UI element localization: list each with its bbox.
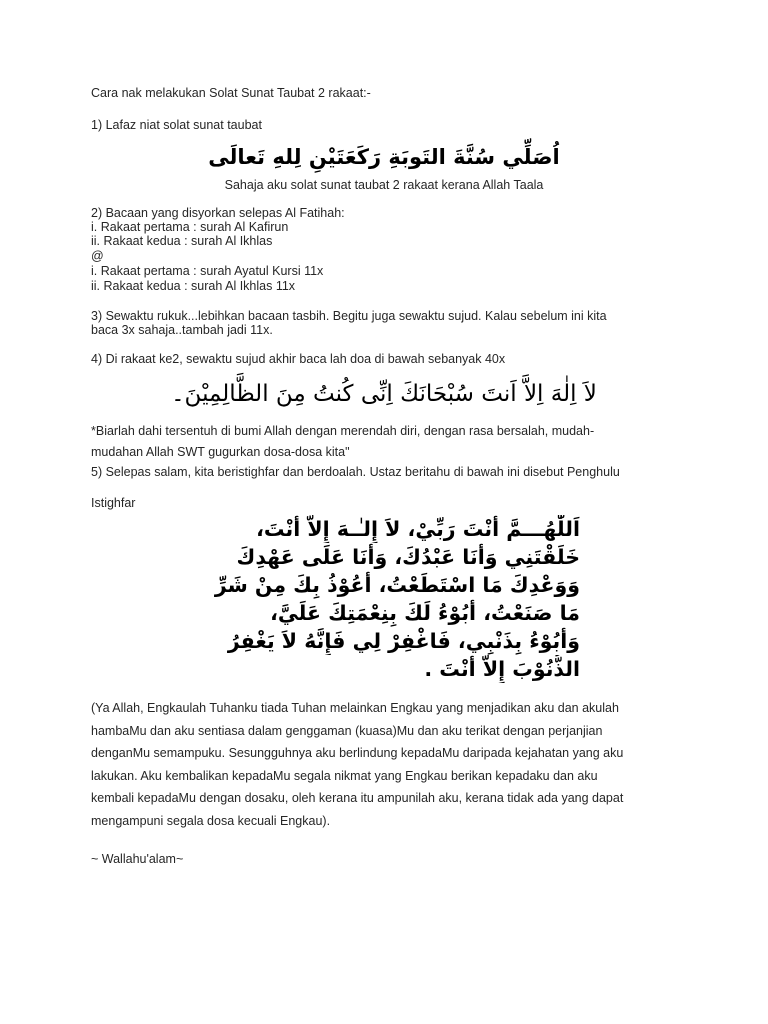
translation-line: denganMu semampuku. Sesungguhnya aku berlindung kepadaMu daripada kejahatan yang aku [91,746,624,760]
translation-line: lakukan. Aku kembalikan kepadaMu segala nikmat yang Engkau berikan kepadaku dan aku [91,768,598,783]
istighfar-arabic-line: وَأَبُوْءُ بِذَنْبِي، فَاغْفِرْ لِي فَإِنَّهُ لاَ يَغْفِرُ [227,629,580,653]
step3-line-2: baca 3x sahaja..tambah jadi 11x. [91,323,273,337]
translation-line: kembali kepadaMu dengan dosaku, oleh kerana itu ampunilah aku, kerana tidak ada yang dapat [91,791,624,805]
istighfar-arabic-line: الذُّنُوْبَ إِلاَّ أَنْتَ . [424,657,580,681]
step5-line-1: 5) Selepas salam, kita beristighfar dan berdoalah. Ustaz beritahu di bawah ini disebut Penghulu [91,465,620,479]
closing-text: ~ Wallahu'alam~ [91,852,184,866]
istighfar-arabic-line: وَوَعْدِكَ مَا اسْتَطَعْتُ، أَعُوْذُ بِكَ مِنْ شَرِّ [214,573,580,597]
istighfar-translation [91,697,681,832]
translation-line: mengampuni segala dosa kecuali Engkau). [91,813,331,828]
step2-heading: 2) Bacaan yang disyorkan selepas Al Fatihah: [91,206,345,220]
translation-line: hambaMu dan aku sentiasa dalam genggaman (kuasa)Mu dan aku terikat dengan perjanjian [91,723,603,738]
step2-line: i. Rakaat pertama : surah Ayatul Kursi 11x [91,264,324,278]
sujud-doa-arabic-text: لاَ اِلٰهَ اِلاَّ اَنتَ سُبْحَانَكَ اِنِّى كُنتُ مِنَ الظَّالِمِيْنَ۔ [171,381,597,407]
translation-line: (Ya Allah, Engkaulah Tuhanku tiada Tuhan melainkan Engkau yang menjadikan aku dan akulah [91,701,619,715]
step2-separator: @ [91,249,104,263]
istighfar-arabic-line: خَلَقْتَنِي وَأَنَا عَبْدُكَ، وَأَنَا عَلَى عَهْدِكَ [236,545,580,569]
istighfar-arabic-line: اَللّٰهُـــمَّ أَنْتَ رَبِّيْ، لاَ إِلـٰـهَ إِلاَّ أَنْتَ، [256,517,580,541]
document-title: Cara nak melakukan Solat Sunat Taubat 2 rakaat:- [91,86,371,100]
step4-heading: 4) Di rakaat ke2, sewaktu sujud akhir baca lah doa di bawah sebanyak 40x [91,352,506,366]
step5-line-2: Istighfar [91,496,136,510]
niat-translation: Sahaja aku solat sunat taubat 2 rakaat kerana Allah Taala [224,178,544,192]
step1-heading: 1) Lafaz niat solat sunat taubat [91,118,262,132]
step4-note-line-1: *Biarlah dahi tersentuh di bumi Allah dengan merendah diri, dengan rasa bersalah, mudah- [91,424,595,438]
istighfar-arabic-line: مَا صَنَعْتُ، أَبُوْءُ لَكَ بِنِعْمَتِكَ عَلَيَّ، [270,601,580,625]
step2-line: ii. Rakaat kedua : surah Al Ikhlas 11x [91,279,296,293]
istighfar-arabic-block [190,515,580,683]
step2-line: ii. Rakaat kedua : surah Al Ikhlas [91,234,273,248]
niat-arabic-text: اُصَلِّي سُنَّةَ التَوبَةِ رَكَعَتَيْنِ لِلهِ تَعالَى [208,145,560,169]
step4-note-line-2: mudahan Allah SWT gugurkan dosa-dosa kita" [91,445,350,459]
step3-line-1: 3) Sewaktu rukuk...lebihkan bacaan tasbih. Begitu juga sewaktu sujud. Kalau sebelum ini kita [91,309,607,323]
step2-line: i. Rakaat pertama : surah Al Kafirun [91,220,289,234]
